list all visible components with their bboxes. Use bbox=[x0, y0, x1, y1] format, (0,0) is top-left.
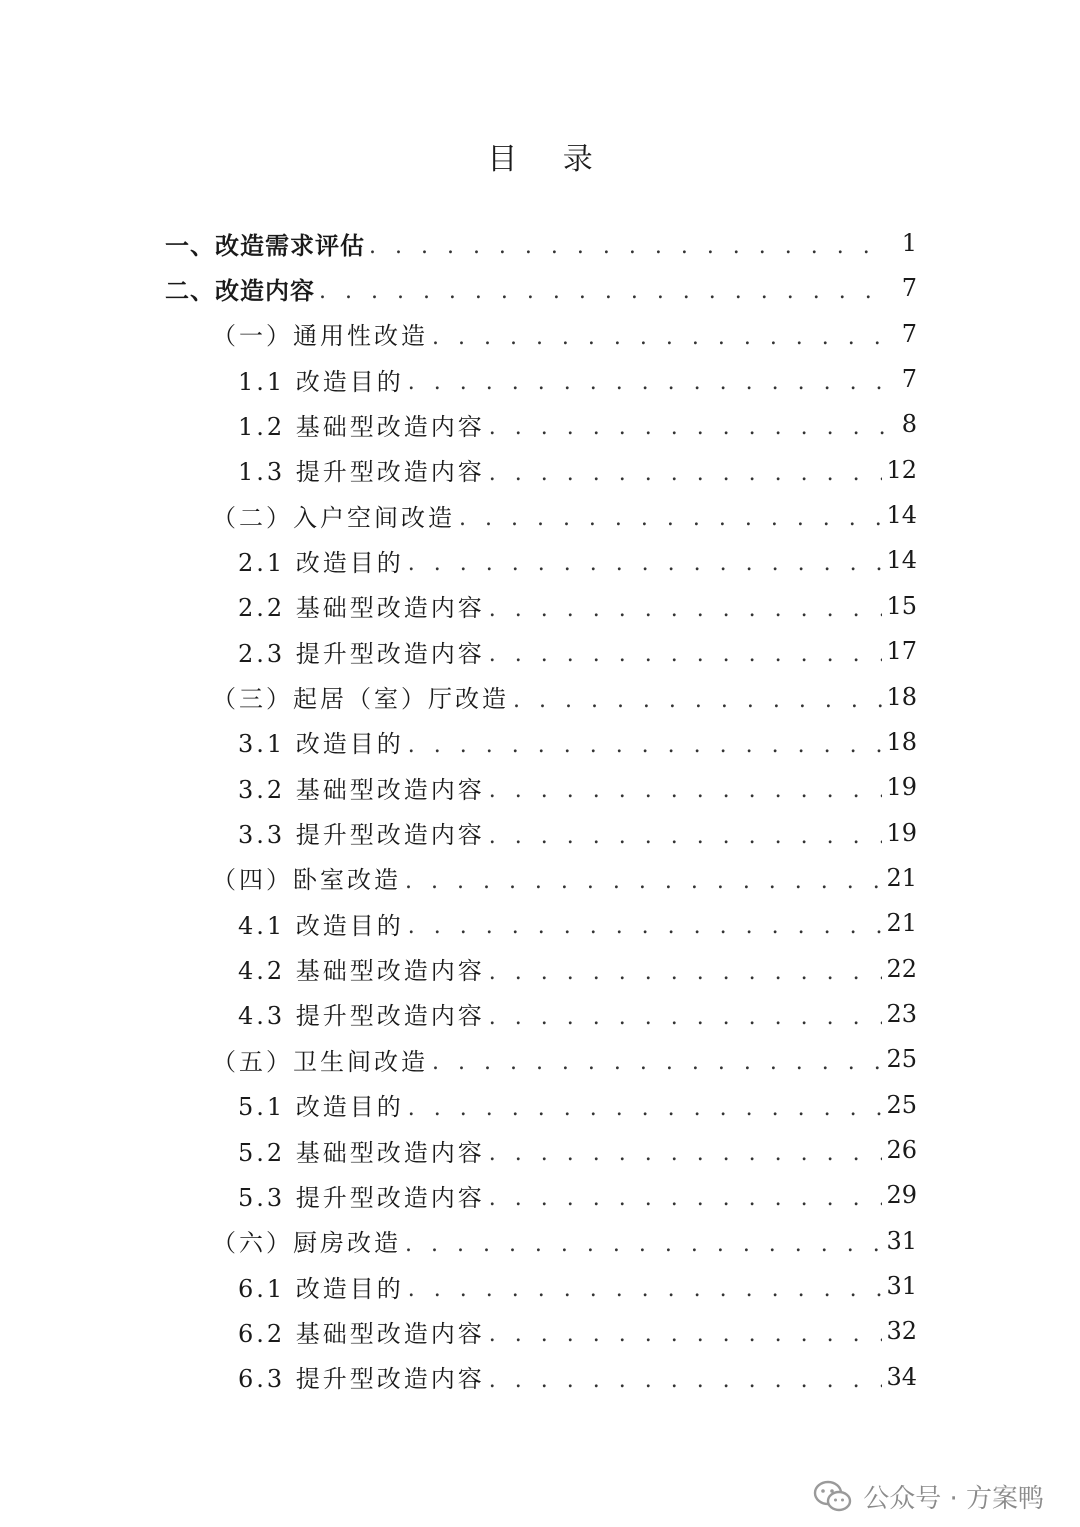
toc-dot-leader bbox=[459, 493, 882, 537]
toc-dot-leader bbox=[408, 1264, 883, 1308]
toc-entry[interactable] bbox=[238, 402, 917, 446]
toc-dot-leader bbox=[432, 312, 885, 356]
toc-dot-leader bbox=[489, 584, 883, 628]
toc-entry[interactable] bbox=[238, 811, 917, 855]
toc-dot-leader bbox=[432, 1037, 882, 1081]
toc-entry-label: （四）卧室改造 bbox=[212, 866, 401, 895]
toc-entry-page-number: 26 bbox=[886, 1136, 917, 1164]
toc-entry[interactable] bbox=[238, 629, 917, 673]
toc-entry-page-number: 8 bbox=[901, 410, 917, 439]
toc-dot-leader bbox=[319, 266, 885, 310]
toc-dot-leader bbox=[489, 811, 883, 855]
toc-entry[interactable] bbox=[238, 901, 917, 945]
toc-entry[interactable] bbox=[238, 1083, 917, 1127]
toc-entry[interactable] bbox=[238, 1309, 917, 1353]
toc-entry[interactable] bbox=[212, 312, 917, 356]
toc-entry[interactable] bbox=[212, 1219, 917, 1263]
toc-entry[interactable] bbox=[165, 266, 917, 310]
toc-entry-page-number: 7 bbox=[901, 274, 917, 303]
toc-entry[interactable] bbox=[165, 221, 917, 265]
toc-entry-page-number: 14 bbox=[886, 546, 917, 575]
toc-entry-page-number: 22 bbox=[886, 954, 917, 983]
toc-entry[interactable] bbox=[212, 856, 917, 900]
toc-dot-leader bbox=[408, 901, 883, 945]
toc-entry[interactable] bbox=[238, 947, 917, 991]
toc-entry-page-number: 29 bbox=[886, 1181, 917, 1210]
toc-dot-leader bbox=[489, 992, 883, 1036]
toc-entry-label: 一、改造需求评估 bbox=[165, 231, 365, 260]
toc-entry-page-number: 18 bbox=[886, 727, 917, 756]
toc-entry[interactable] bbox=[238, 992, 917, 1036]
toc-entry-page-number: 21 bbox=[886, 909, 917, 938]
toc-entry-label: 5.3 提升型改造内容 bbox=[238, 1183, 485, 1212]
toc-dot-leader bbox=[489, 448, 883, 492]
toc-entry[interactable] bbox=[238, 357, 917, 401]
toc-entry-page-number: 31 bbox=[886, 1272, 917, 1301]
toc-entry[interactable] bbox=[238, 538, 917, 582]
toc-dot-leader bbox=[405, 856, 882, 900]
toc-entry-label: 6.1 改造目的 bbox=[238, 1274, 404, 1303]
toc-dot-leader bbox=[408, 720, 883, 764]
toc-entry-label: （二）入户空间改造 bbox=[212, 503, 455, 532]
toc-entry-label: 4.1 改造目的 bbox=[238, 911, 404, 940]
toc-entry-page-number: 23 bbox=[886, 999, 917, 1028]
toc-entry[interactable] bbox=[238, 584, 917, 628]
toc-dot-leader bbox=[489, 1309, 883, 1353]
toc-entry-label: （五）卫生间改造 bbox=[212, 1047, 428, 1076]
toc-entry-label: （六）厨房改造 bbox=[212, 1229, 401, 1258]
toc-entry-label: （三）起居（室）厅改造 bbox=[212, 685, 509, 713]
toc-entry-label: 1.2 基础型改造内容 bbox=[238, 412, 485, 441]
toc-entry-page-number: 34 bbox=[886, 1362, 917, 1391]
toc-dot-leader bbox=[489, 1355, 883, 1399]
toc-entry-label: 3.1 改造目的 bbox=[238, 730, 404, 759]
toc-entry-label: 5.2 基础型改造内容 bbox=[238, 1138, 485, 1167]
watermark-text: 公众号 · 方案鸭 bbox=[863, 1484, 1044, 1514]
toc-entry-page-number: 19 bbox=[886, 773, 917, 802]
toc-entry[interactable] bbox=[238, 765, 917, 809]
toc-entry-page-number: 15 bbox=[886, 591, 917, 620]
toc-dot-leader bbox=[405, 1219, 882, 1263]
toc-entry-page-number: 7 bbox=[901, 365, 917, 394]
toc-entry-label: 4.2 基础型改造内容 bbox=[238, 957, 485, 986]
toc-entry-page-number: 31 bbox=[886, 1226, 917, 1255]
toc-entry[interactable] bbox=[212, 493, 917, 537]
toc-entry-page-number: 12 bbox=[886, 455, 917, 484]
wechat-icon bbox=[813, 1480, 853, 1514]
toc-entry-label: 6.2 基础型改造内容 bbox=[238, 1319, 485, 1348]
toc-entry-page-number: 21 bbox=[886, 863, 917, 892]
toc-entry-label: 2.2 基础型改造内容 bbox=[238, 594, 485, 623]
toc-dot-leader bbox=[489, 1173, 883, 1217]
toc-entry-page-number: 14 bbox=[886, 501, 917, 530]
toc-entry-page-number: 25 bbox=[886, 1090, 917, 1119]
toc-dot-leader bbox=[408, 357, 885, 401]
toc-entry-label: 5.1 改造目的 bbox=[238, 1093, 404, 1122]
toc-dot-leader bbox=[408, 1083, 883, 1127]
toc-dot-leader bbox=[489, 765, 883, 809]
toc-entry-label: 6.3 提升型改造内容 bbox=[238, 1365, 485, 1394]
toc-entry-page-number: 32 bbox=[886, 1317, 917, 1346]
watermark bbox=[813, 1478, 1044, 1515]
toc-entry-page-number: 18 bbox=[886, 682, 917, 711]
toc-dot-leader bbox=[408, 538, 883, 582]
page-title: 目 录 bbox=[487, 142, 611, 177]
toc-entry[interactable] bbox=[212, 675, 917, 719]
toc-entry-label: 3.3 提升型改造内容 bbox=[238, 821, 485, 850]
toc-entry[interactable] bbox=[238, 1128, 917, 1172]
toc-entry-label: 2.3 提升型改造内容 bbox=[238, 639, 485, 668]
toc-entry[interactable] bbox=[212, 1037, 917, 1081]
toc-entry-label: 1.3 提升型改造内容 bbox=[238, 458, 485, 487]
toc-dot-leader bbox=[369, 221, 885, 265]
toc-entry-page-number: 17 bbox=[886, 637, 917, 666]
toc-dot-leader bbox=[513, 675, 882, 719]
toc-entry-label: 2.1 改造目的 bbox=[238, 548, 404, 577]
toc-entry[interactable] bbox=[238, 1173, 917, 1217]
toc-entry-page-number: 7 bbox=[901, 319, 917, 348]
toc-entry-label: 二、改造内容 bbox=[165, 276, 315, 305]
toc-entry[interactable] bbox=[238, 448, 917, 492]
toc-dot-leader bbox=[489, 1128, 883, 1172]
toc-entry-page-number: 19 bbox=[886, 818, 917, 847]
toc-dot-leader bbox=[489, 402, 885, 446]
toc-dot-leader bbox=[489, 947, 883, 991]
toc-entry-label: （一）通用性改造 bbox=[212, 322, 428, 351]
toc-entry[interactable] bbox=[238, 1355, 917, 1399]
toc-entry[interactable] bbox=[238, 720, 917, 764]
toc-entry-page-number: 25 bbox=[886, 1045, 917, 1074]
toc-dot-leader bbox=[489, 629, 883, 673]
toc-entry-label: 1.1 改造目的 bbox=[238, 367, 404, 396]
toc-entry-label: 4.3 提升型改造内容 bbox=[238, 1002, 485, 1031]
toc-entry-page-number: 1 bbox=[901, 229, 917, 257]
toc-entry-label: 3.2 基础型改造内容 bbox=[238, 775, 485, 804]
toc-entry[interactable] bbox=[238, 1264, 917, 1308]
